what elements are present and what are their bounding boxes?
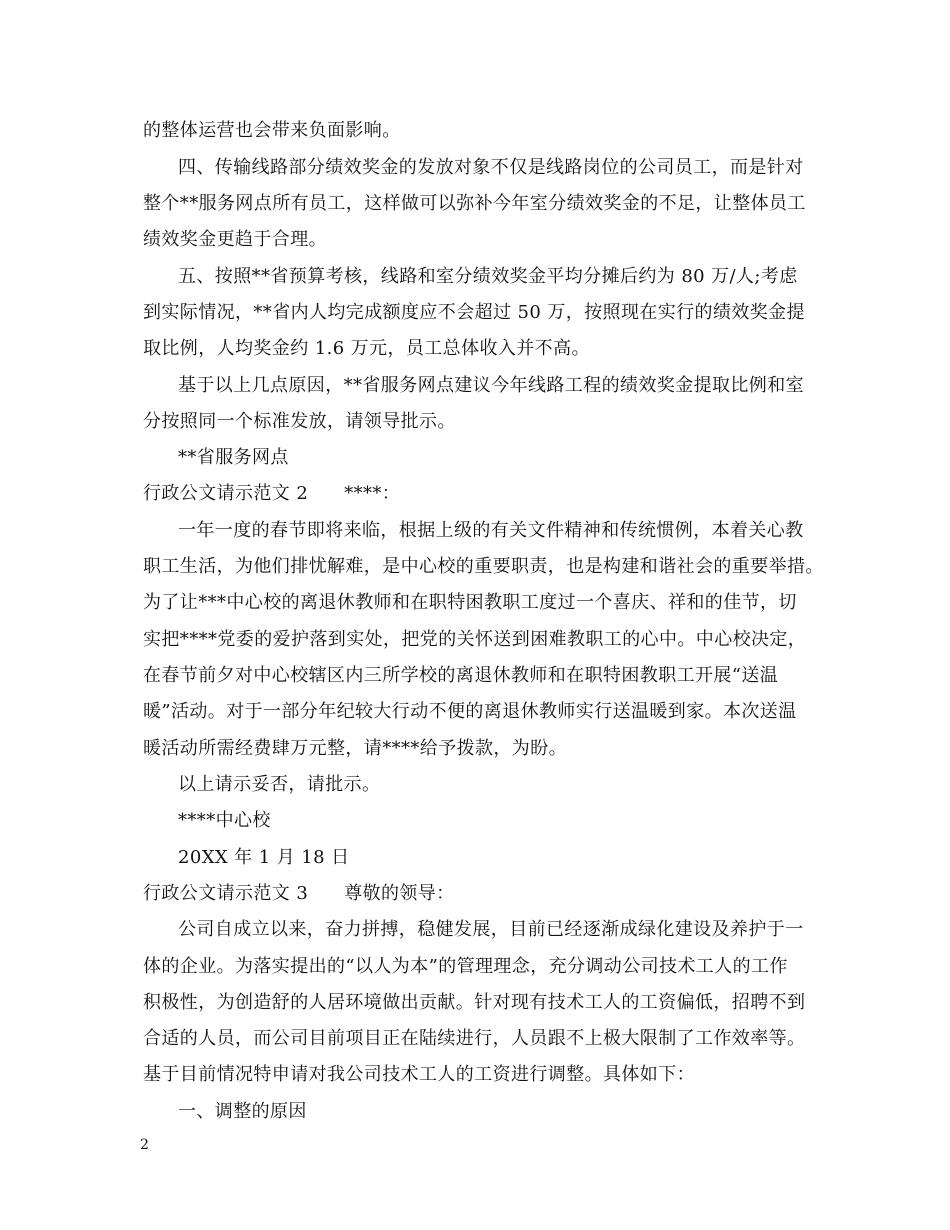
- page-number: 2: [140, 1137, 149, 1153]
- salutation: ****：: [344, 483, 401, 504]
- section-heading: [143, 481, 400, 507]
- section-heading: [143, 881, 455, 907]
- signature-line: ****中心校: [178, 810, 271, 831]
- body-line: 暖”活动。对于一部分年纪较大行动不便的离退休教师实行送温暖到家。本次送温: [143, 701, 797, 722]
- body-line: 一、调整的原因: [178, 1101, 307, 1122]
- body-line: 绩效奖金更趋于合理。: [143, 229, 327, 250]
- body-line: 公司自成立以来，奋力拼搏，稳健发展，目前已经逐渐成绿化建设及养护于一: [178, 919, 804, 940]
- body-line: 体的企业。为落实提出的“以人为本”的管理理念，充分调动公司技术工人的工作: [143, 956, 788, 977]
- body-line: 积极性，为创造舒的人居环境做出贡献。针对现有技术工人的工资偏低，招聘不到: [143, 992, 806, 1013]
- section-title: 行政公文请示范文 3: [143, 883, 309, 904]
- body-line: 取比例，人均奖金约 1.6 万元，员工总体收入并不高。: [143, 338, 590, 359]
- body-line: 基于以上几点原因，**省服务网点建议今年线路工程的绩效奖金提取比例和室: [178, 375, 804, 396]
- body-line: 四、传输线路部分绩效奖金的发放对象不仅是线路岗位的公司员工，而是针对: [178, 157, 804, 178]
- body-line: 五、按照**省预算考核，线路和室分绩效奖金平均分摊后约为 80 万/人;考虑: [178, 266, 798, 287]
- signature-line: **省服务网点: [178, 447, 289, 468]
- body-line: 的整体运营也会带来负面影响。: [143, 120, 401, 141]
- body-line: 到实际情况，**省内人均完成额度应不会超过 50 万，按照现在实行的绩效奖金提: [143, 302, 805, 323]
- body-line: 以上请示妥否，请批示。: [178, 774, 381, 795]
- section-title: 行政公文请示范文 2: [143, 483, 309, 504]
- body-line: 实把****党委的爱护落到实处，把党的关怀送到困难教职工的心中。中心校决定，: [143, 629, 807, 650]
- body-line: 为了让***中心校的离退休教师和在职特困教职工度过一个喜庆、祥和的佳节，切: [143, 592, 797, 613]
- body-line: 基于目前情况特申请对我公司技术工人的工资进行调整。具体如下：: [143, 1064, 695, 1085]
- body-line: 在春节前夕对中心校辖区内三所学校的离退休教师和在职特困教职工开展“送温: [143, 665, 779, 686]
- body-line: 分按照同一个标准发放，请领导批示。: [143, 411, 456, 432]
- salutation: 尊敬的领导：: [344, 883, 455, 904]
- body-line: 合适的人员，而公司目前项目正在陆续进行，人员跟不上极大限制了工作效率等。: [143, 1028, 806, 1049]
- body-line: 暖活动所需经费肆万元整，请****给予拨款，为盼。: [143, 738, 567, 759]
- body-line: 一年一度的春节即将来临，根据上级的有关文件精神和传统惯例，本着关心教: [178, 520, 804, 541]
- body-line: 整个**服务网点所有员工，这样做可以弥补今年室分绩效奖金的不足，让整体员工: [143, 193, 806, 214]
- date-line: 20XX 年 1 月 18 日: [178, 847, 350, 868]
- body-line: 职工生活，为他们排忧解难，是中心校的重要职责，也是构建和谐社会的重要举措。: [143, 556, 824, 577]
